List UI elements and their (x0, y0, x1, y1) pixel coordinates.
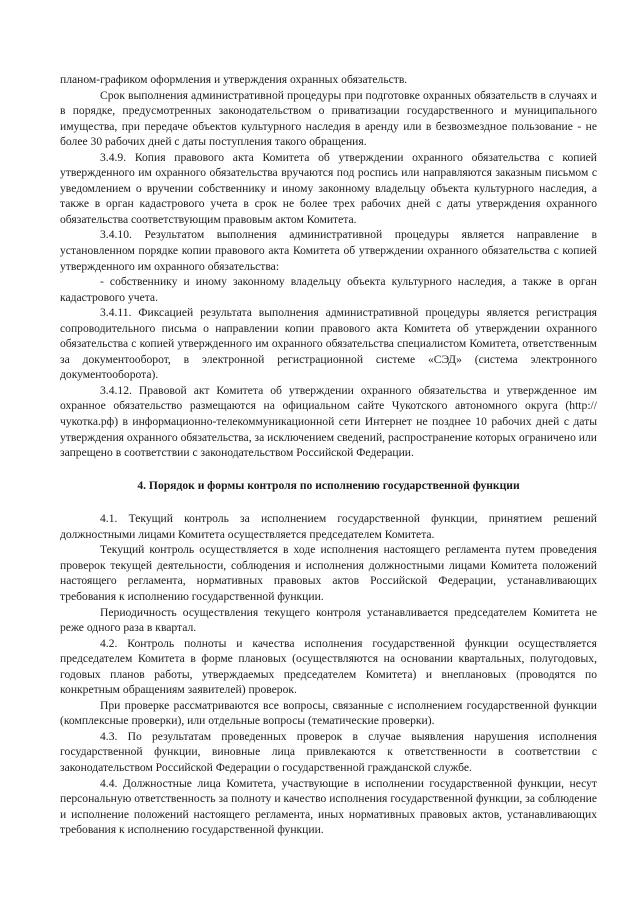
paragraph-3-4-12: 3.4.12. Правовой акт Комитета об утверждении охранного обязательства и утвержденное им охранное обязательство размещаются на официальном сайте Чукотского автономного округа (http://чукотка.рф) в информационно-телекоммуникационной сети Интернет не позднее 10 рабочих дней с даты утверждения охранного обязательства, за исключением сведений, распространение которых ограничено или запрещено в соответствии с законодательством Российской Федерации. (60, 383, 597, 460)
paragraph-3-4-11: 3.4.11. Фиксацией результата выполнения административной процедуры является регистрация сопроводительного письма о направлении копии правового акта Комитета об утверждении охранного обязательства с копией утвержденного им охранного обязательства специалистом Комитета, ответственным за документооборот, в электронной регистрационной системе «СЭД» (система электронного документооборота). (60, 306, 597, 382)
spacer (60, 461, 597, 478)
paragraph-deadline-privatization: Срок выполнения административной процедуры при подготовке охранных обязательств в случаях и в порядке, предусмотренных законодательством о приватизации государственного и муниципального имущества, при передаче объектов культурного наследия в аренду или в безвозмездное пользование - не более 30 рабочих дней с даты поступления такого обращения. (60, 88, 597, 149)
paragraph-current-control: Текущий контроль осуществляется в ходе исполнения настоящего регламента путем проведения проверок текущей деятельности, соблюдения и исполнения должностными лицами Комитета положений настоящего регламента, нормативных правовых актов Российской Федерации, устанавливающих требования к исполнению государственной функции. (60, 543, 597, 603)
paragraph-4-3: 4.3. По результатам проведенных проверок в случае выявления нарушения исполнения государственной функции, виновные лица привлекаются к ответственности в соответствии с законодательством Российской Федерации о государственной гражданской службе. (60, 729, 597, 774)
document-page (60, 72, 597, 838)
paragraph-inspection-scope: При проверке рассматриваются все вопросы, связанные с исполнением государственной функции (комплексные проверки), или отдельные вопросы (тематические проверки). (60, 698, 597, 728)
paragraph-4-2: 4.2. Контроль полноты и качества исполнения государственной функции осуществляется председателем Комитета в форме плановых (осуществляются на основании квартальных, полугодовых, годовых планов работы, утверждаемых председателем Комитета) и внеплановых (проводятся по конкретным обращениям заявителей) проверок. (60, 636, 597, 697)
paragraph-periodicity: Периодичность осуществления текущего контроля устанавливается председателем Комитета не реже одного раза в квартал. (60, 605, 597, 635)
paragraph-3-4-9: 3.4.9. Копия правового акта Комитета об утверждении охранного обязательства с копией утвержденного им охранного обязательства вручаются под роспись или направляются заказным письмом с уведомлением о вручении собственнику и иному законному владельцу объекта культурного наследия, а также в орган кадастрового учета в срок не более трех рабочих дней с даты утверждения охранного обязательства соответствующим правовым актом Комитета. (60, 150, 597, 226)
paragraph-4-4: 4.4. Должностные лица Комитета, участвующие в исполнении государственной функции, несут персональную ответственность за полноту и качество исполнения государственной функции, за соблюдение и исполнение положений настоящего регламента, иных нормативных правовых актов, устанавливающих требования к исполнению государственной функции. (60, 776, 597, 837)
paragraph-recipients-item: - собственнику и иному законному владельцу объекта культурного наследия, а также в орган кадастрового учета. (60, 275, 597, 304)
paragraph-4-1: 4.1. Текущий контроль за исполнением государственной функции, принятием решений должностными лицами Комитета осуществляется председателем Комитета. (60, 512, 597, 541)
paragraph-3-4-10: 3.4.10. Результатом выполнения административной процедуры является направление в установленном порядке копии правового акта Комитета об утверждении охранного обязательства с копией утвержденного им охранного обязательства: (60, 228, 597, 273)
spacer (60, 493, 597, 511)
paragraph-continuation: планом-графиком оформления и утверждения охранных обязательств. (60, 73, 408, 86)
section-4-heading: 4. Порядок и формы контроля по исполнению государственной функции (137, 478, 520, 492)
